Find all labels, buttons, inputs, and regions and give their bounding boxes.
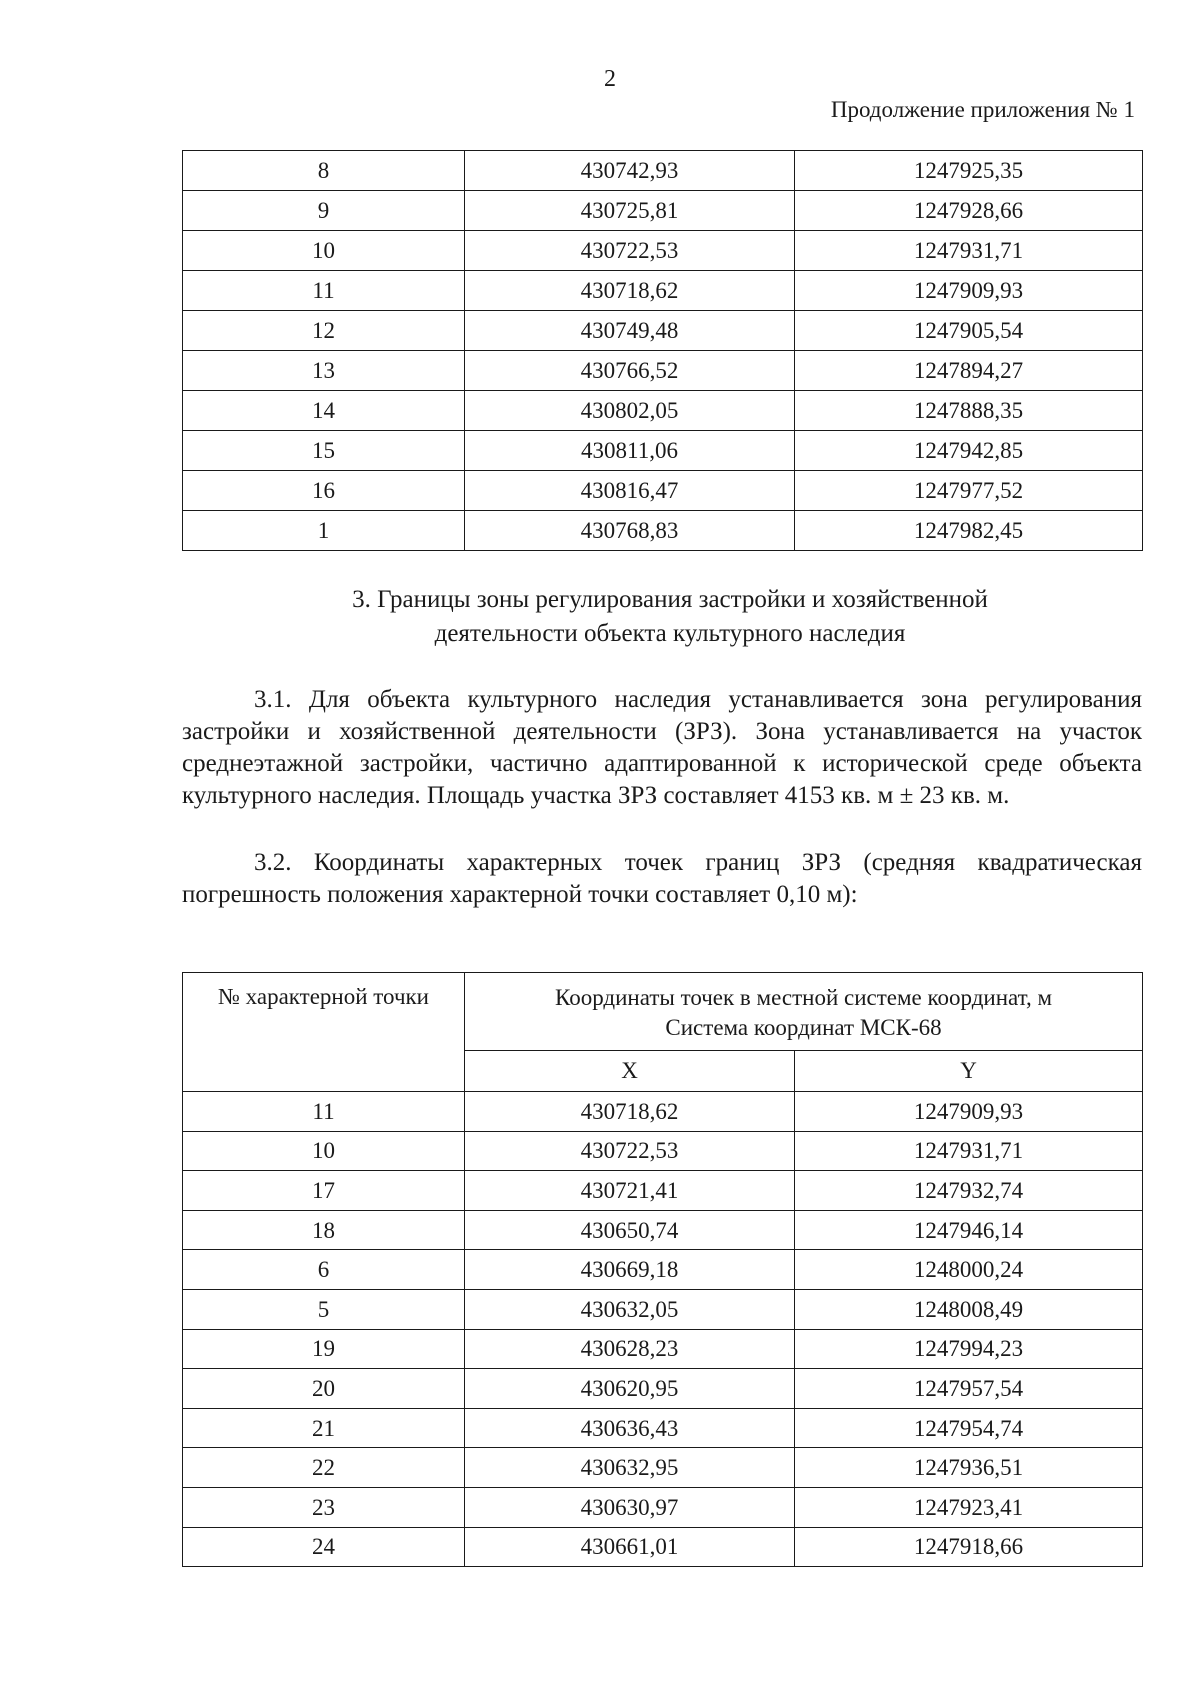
x-coordinate-cell: 430742,93 <box>465 151 795 191</box>
point-number-cell: 6 <box>183 1250 465 1290</box>
table-row <box>183 431 1143 471</box>
header-x: X <box>465 1050 795 1091</box>
x-coordinate-cell: 430661,01 <box>465 1527 795 1567</box>
header-y: Y <box>795 1050 1143 1091</box>
y-coordinate-cell: 1247931,71 <box>795 231 1143 271</box>
table-row <box>183 1171 1143 1211</box>
table-row <box>183 1408 1143 1448</box>
point-number-cell: 24 <box>183 1527 465 1567</box>
y-coordinate-cell: 1247931,71 <box>795 1131 1143 1171</box>
point-number-cell: 5 <box>183 1289 465 1329</box>
table-row <box>183 1448 1143 1488</box>
x-coordinate-cell: 430718,62 <box>465 271 795 311</box>
x-coordinate-cell: 430768,83 <box>465 511 795 551</box>
table-row <box>183 1092 1143 1132</box>
table-row <box>183 1329 1143 1369</box>
section-title-line-2: деятельности объекта культурного наследия <box>434 620 906 647</box>
x-coordinate-cell: 430632,05 <box>465 1289 795 1329</box>
point-number-cell: 13 <box>183 351 465 391</box>
paragraph-3-1 <box>182 684 1142 812</box>
table-row <box>183 311 1143 351</box>
point-number-cell: 12 <box>183 311 465 351</box>
table-row <box>183 1210 1143 1250</box>
table-row <box>183 271 1143 311</box>
table-row <box>183 511 1143 551</box>
y-coordinate-cell: 1247918,66 <box>795 1527 1143 1567</box>
x-coordinate-cell: 430811,06 <box>465 431 795 471</box>
table-row <box>183 471 1143 511</box>
table-row <box>183 351 1143 391</box>
table-row <box>183 151 1143 191</box>
point-number-cell: 22 <box>183 1448 465 1488</box>
point-number-cell: 10 <box>183 231 465 271</box>
x-coordinate-cell: 430620,95 <box>465 1369 795 1409</box>
x-coordinate-cell: 430721,41 <box>465 1171 795 1211</box>
x-coordinate-cell: 430718,62 <box>465 1092 795 1132</box>
x-coordinate-cell: 430630,97 <box>465 1487 795 1527</box>
x-coordinate-cell: 430749,48 <box>465 311 795 351</box>
x-coordinate-cell: 430725,81 <box>465 191 795 231</box>
coordinates-table-continued <box>182 150 1143 551</box>
point-number-cell: 17 <box>183 1171 465 1211</box>
point-number-cell: 11 <box>183 271 465 311</box>
y-coordinate-cell: 1248000,24 <box>795 1250 1143 1290</box>
point-number-cell: 19 <box>183 1329 465 1369</box>
point-number-cell: 1 <box>183 511 465 551</box>
point-number-cell: 8 <box>183 151 465 191</box>
section-title <box>200 583 1140 651</box>
point-number-cell: 23 <box>183 1487 465 1527</box>
y-coordinate-cell: 1247888,35 <box>795 391 1143 431</box>
paragraph-3-2-text: 3.2. Координаты характерных точек границ ЗРЗ (средняя квадратическая погрешность положения характерной точки составляет 0,10 м): <box>182 849 1142 908</box>
table-row <box>183 231 1143 271</box>
x-coordinate-cell: 430802,05 <box>465 391 795 431</box>
x-coordinate-cell: 430766,52 <box>465 351 795 391</box>
table-row <box>183 1131 1143 1171</box>
page-number: 2 <box>604 66 616 92</box>
x-coordinate-cell: 430722,53 <box>465 231 795 271</box>
point-number-cell: 9 <box>183 191 465 231</box>
x-coordinate-cell: 430669,18 <box>465 1250 795 1290</box>
paragraph-3-1-text: 3.1. Для объекта культурного наследия устанавливается зона регулирования застройки и хозяйственной деятельности (ЗРЗ). Зона устанавливается на участок среднеэтажной застройки, частично адаптированной к исторической среде объекта культурного наследия. Площадь участка ЗРЗ составляет 4153 кв. м ± 23 кв. м. <box>182 686 1142 809</box>
zrz-coordinates-table-body <box>183 1092 1143 1567</box>
y-coordinate-cell: 1247942,85 <box>795 431 1143 471</box>
point-number-cell: 10 <box>183 1131 465 1171</box>
point-number-cell: 15 <box>183 431 465 471</box>
y-coordinate-cell: 1247923,41 <box>795 1487 1143 1527</box>
y-coordinate-cell: 1247909,93 <box>795 271 1143 311</box>
y-coordinate-cell: 1247928,66 <box>795 191 1143 231</box>
point-number-cell: 21 <box>183 1408 465 1448</box>
table-row <box>183 391 1143 431</box>
y-coordinate-cell: 1247909,93 <box>795 1092 1143 1132</box>
y-coordinate-cell: 1247994,23 <box>795 1329 1143 1369</box>
x-coordinate-cell: 430636,43 <box>465 1408 795 1448</box>
coordinates-table-continued-body <box>183 151 1143 551</box>
x-coordinate-cell: 430722,53 <box>465 1131 795 1171</box>
table-row <box>183 1487 1143 1527</box>
table-row <box>183 1250 1143 1290</box>
point-number-cell: 16 <box>183 471 465 511</box>
point-number-cell: 18 <box>183 1210 465 1250</box>
point-number-cell: 20 <box>183 1369 465 1409</box>
table-row <box>183 1527 1143 1567</box>
y-coordinate-cell: 1247982,45 <box>795 511 1143 551</box>
x-coordinate-cell: 430816,47 <box>465 471 795 511</box>
x-coordinate-cell: 430632,95 <box>465 1448 795 1488</box>
y-coordinate-cell: 1247977,52 <box>795 471 1143 511</box>
paragraph-3-2 <box>182 847 1142 911</box>
y-coordinate-cell: 1247936,51 <box>795 1448 1143 1488</box>
point-number-cell: 14 <box>183 391 465 431</box>
header-coordinate-system-line-2: Система координат МСК-68 <box>665 1015 942 1041</box>
table-row <box>183 191 1143 231</box>
table-row <box>183 1289 1143 1329</box>
header-coordinate-system <box>465 973 1143 1051</box>
y-coordinate-cell: 1247905,54 <box>795 311 1143 351</box>
continuation-label: Продолжение приложения № 1 <box>830 97 1135 122</box>
y-coordinate-cell: 1247954,74 <box>795 1408 1143 1448</box>
table-row <box>183 1369 1143 1409</box>
point-number-cell: 11 <box>183 1092 465 1132</box>
zrz-coordinates-table-header <box>183 973 1143 1092</box>
header-point-number: № характерной точки <box>183 973 465 1092</box>
zrz-coordinates-table <box>182 972 1143 1567</box>
y-coordinate-cell: 1247932,74 <box>795 1171 1143 1211</box>
y-coordinate-cell: 1247925,35 <box>795 151 1143 191</box>
y-coordinate-cell: 1248008,49 <box>795 1289 1143 1329</box>
header-coordinate-system-line-1: Координаты точек в местной системе координат, м <box>555 985 1053 1011</box>
x-coordinate-cell: 430628,23 <box>465 1329 795 1369</box>
section-title-line-1: 3. Границы зоны регулирования застройки и хозяйственной <box>352 586 988 613</box>
y-coordinate-cell: 1247957,54 <box>795 1369 1143 1409</box>
y-coordinate-cell: 1247946,14 <box>795 1210 1143 1250</box>
x-coordinate-cell: 430650,74 <box>465 1210 795 1250</box>
y-coordinate-cell: 1247894,27 <box>795 351 1143 391</box>
